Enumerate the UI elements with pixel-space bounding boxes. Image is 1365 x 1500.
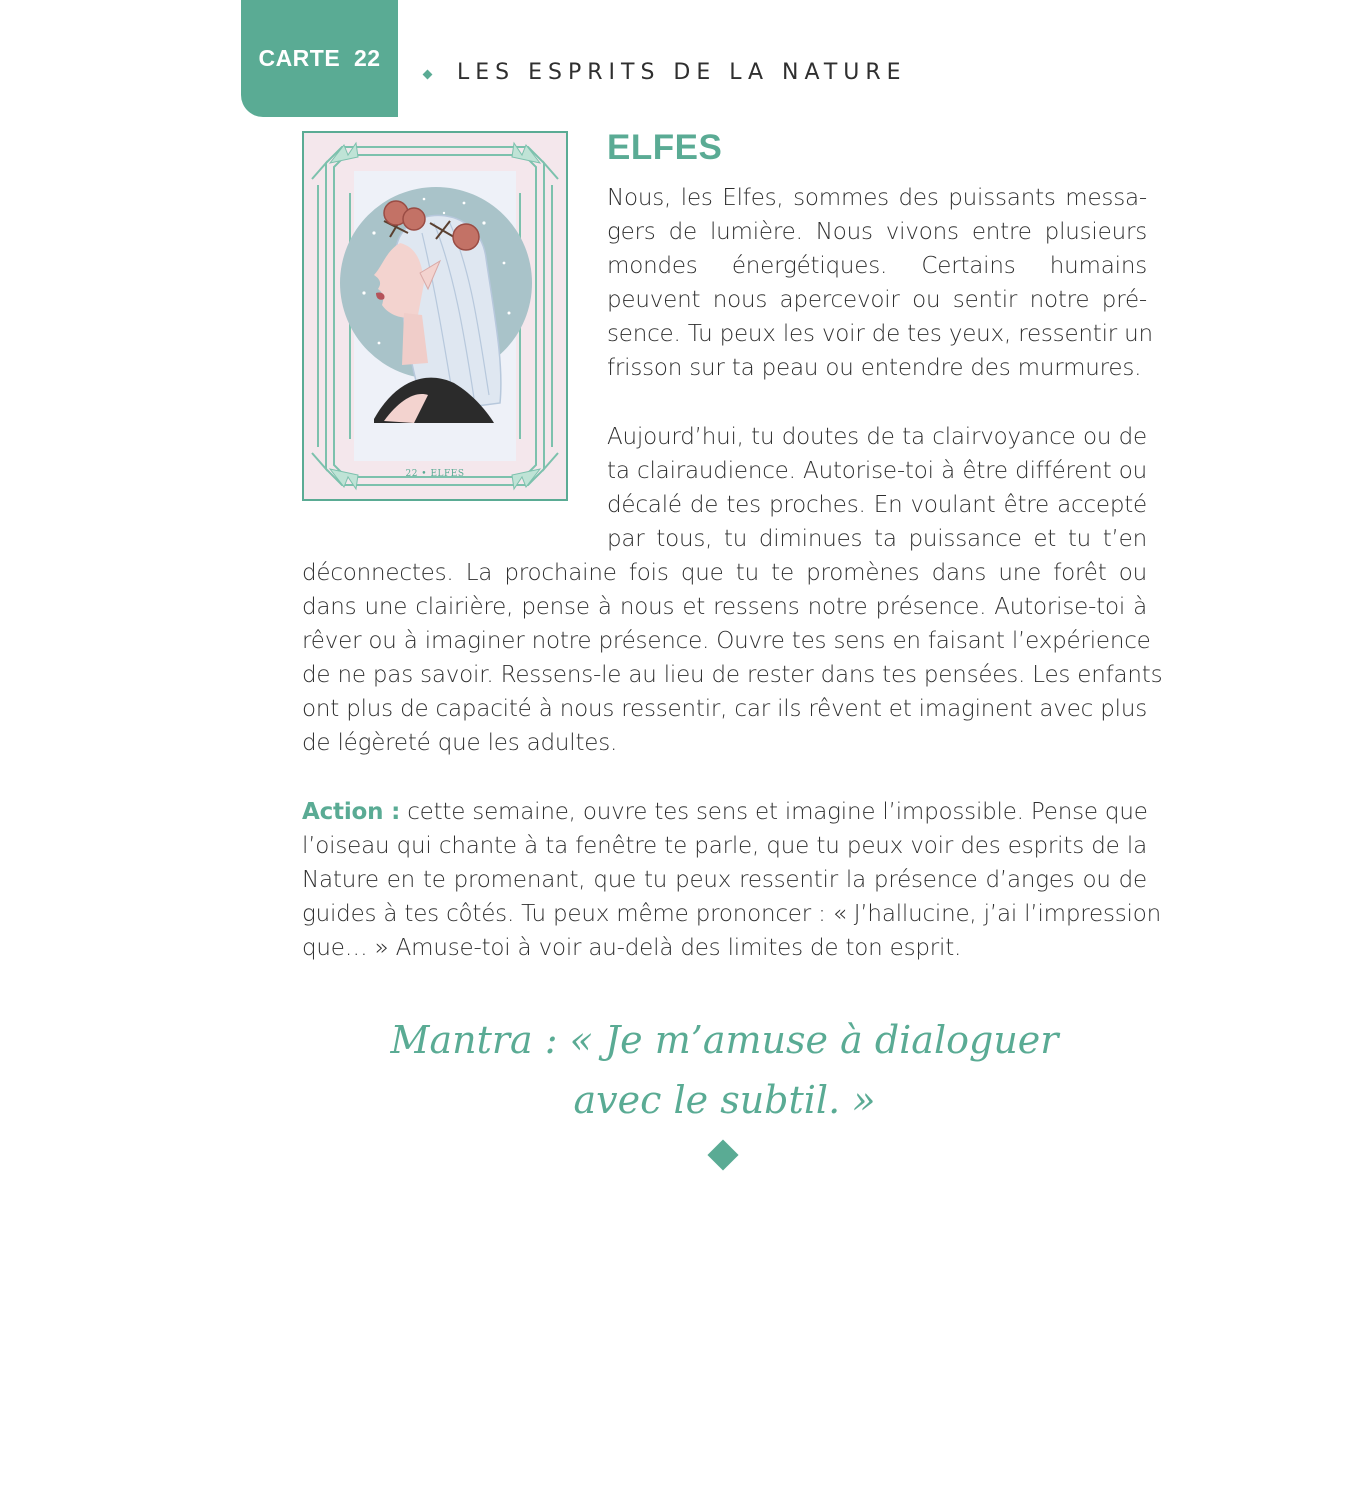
paragraph-1-line: Nous, les Elfes, sommes des puissants messa- bbox=[607, 185, 1147, 211]
action-label: Action : bbox=[302, 799, 401, 825]
header-diamond-ornament bbox=[423, 70, 433, 80]
card-title: ELFES bbox=[607, 128, 723, 167]
paragraph-2-line: rêver ou à imaginer notre présence. Ouvre tes sens en faisant l’expérience bbox=[302, 628, 1151, 654]
action-line: Nature en te promenant, que tu peux ressentir la présence d’anges ou de bbox=[302, 867, 1147, 893]
action-first-line-text: cette semaine, ouvre tes sens et imagine l’impossible. Pense que bbox=[400, 799, 1148, 825]
card-number-label: CARTE 22 bbox=[258, 45, 381, 71]
paragraph-1-line: frisson sur ta peau ou entendre des murmures. bbox=[607, 355, 1142, 381]
paragraph-1-line: peuvent nous apercevoir ou sentir notre pré- bbox=[607, 287, 1147, 313]
paragraph-2-line: ta clairaudience. Autorise-toi à être différent ou bbox=[607, 458, 1147, 484]
card-caption: 22 • ELFES bbox=[405, 469, 465, 479]
paragraph-2-line: déconnectes. La prochaine fois que tu te promènes dans une forêt ou bbox=[302, 560, 1147, 586]
elf-card-artwork bbox=[304, 133, 566, 499]
card-number-tab bbox=[241, 0, 398, 117]
mantra-line-1: Mantra : « Je m’amuse à dialoguer bbox=[390, 1018, 1059, 1062]
paragraph-2-line: ont plus de capacité à nous ressentir, car ils rêvent et imaginent avec plus bbox=[302, 696, 1147, 722]
paragraph-2-line: de ne pas savoir. Ressens-le au lieu de rester dans tes pensées. Les enfants bbox=[302, 662, 1163, 688]
action-first-line bbox=[302, 795, 1147, 829]
mantra-line-2: avec le subtil. » bbox=[573, 1078, 876, 1122]
paragraph-2-line: Aujourd’hui, tu doutes de ta clairvoyance ou de bbox=[607, 424, 1147, 450]
elf-card-illustration bbox=[302, 131, 568, 501]
paragraph-2-line: décalé de tes proches. En voulant être accepté bbox=[607, 492, 1147, 518]
paragraph-2-line: de légèreté que les adultes. bbox=[302, 730, 618, 756]
paragraph-1-line: mondes énergétiques. Certains humains bbox=[607, 253, 1147, 279]
section-title: LES ESPRITS DE LA NATURE bbox=[457, 60, 907, 85]
action-line: que… » Amuse-toi à voir au-delà des limites de ton esprit. bbox=[302, 935, 962, 961]
paragraph-2-line: dans une clairière, pense à nous et ressens notre présence. Autorise-toi à bbox=[302, 594, 1147, 620]
paragraph-2-line: par tous, tu diminues ta puissance et tu t’en bbox=[607, 526, 1147, 552]
end-diamond-ornament bbox=[707, 1139, 738, 1170]
paragraph-1-line: sence. Tu peux les voir de tes yeux, ressentir un bbox=[607, 321, 1153, 347]
paragraph-1-line: gers de lumière. Nous vivons entre plusieurs bbox=[607, 219, 1147, 245]
action-line: l’oiseau qui chante à ta fenêtre te parle, que tu peux voir des esprits de la bbox=[302, 833, 1147, 859]
action-line: guides à tes côtés. Tu peux même prononcer : « J’hallucine, j’ai l’impression bbox=[302, 901, 1161, 927]
